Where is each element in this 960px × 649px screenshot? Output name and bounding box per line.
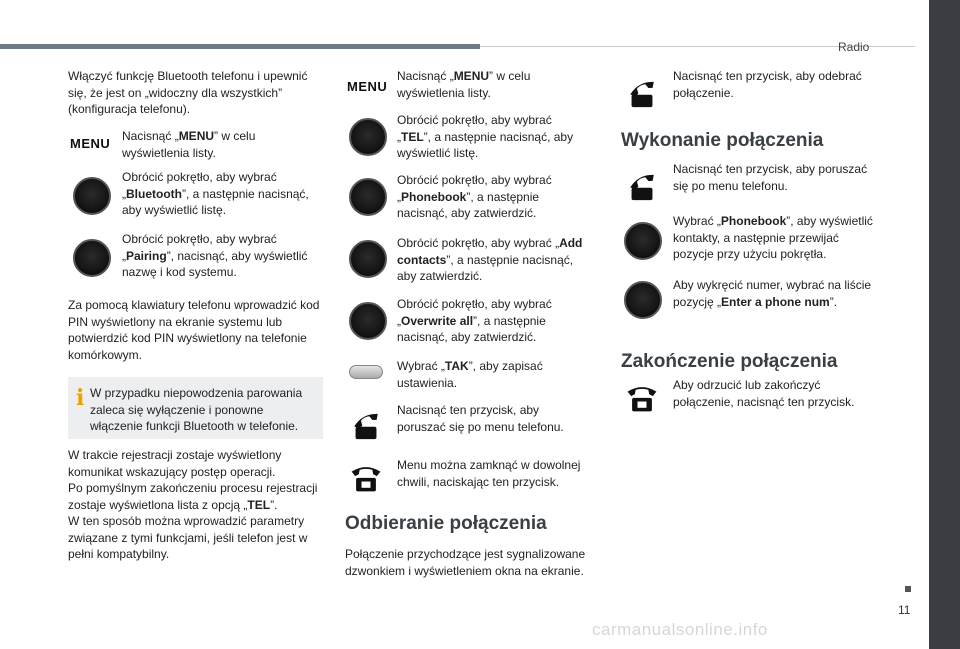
rotary-knob-icon xyxy=(624,222,662,260)
compat-paragraph: W ten sposób można wprowadzić parametry związane z tymi funkcjami, jeśli telefon jest w pełni kompatybilny. xyxy=(68,514,308,561)
rotary-knob-icon xyxy=(349,240,387,278)
step-text: Obrócić pokrętło, aby wybrać „Phonebook”, a następnie nacisnąć, aby zatwierdzić. xyxy=(397,173,552,220)
progress-paragraph: W trakcie rejestracji zostaje wyświetlony komunikat wskazujący postęp operacji. xyxy=(68,448,282,479)
heading-answer-call: Odbieranie połączenia xyxy=(345,513,547,534)
phone-hangup-icon xyxy=(623,379,661,415)
phone-pickup-icon xyxy=(347,404,385,442)
pin-paragraph: Za pomocą klawiatury telefonu wprowadzić kod PIN wyświetlony na ekranie systemu lub potwierdzić kod PIN wyświetlony na telefonie komórkowym. xyxy=(68,298,320,362)
info-text: W przypadku niepowodzenia parowania zaleca się wyłączenie i ponowne włączenie funkcji Bluetooth w telefonie. xyxy=(90,386,303,433)
step-text: Wybrać „TAK”, aby zapisać ustawienia. xyxy=(397,359,543,390)
step-text: Obrócić pokrętło, aby wybrać „Pairing”, nacisnąć, aby wyświetlić nazwę i kod systemu. xyxy=(122,232,308,279)
rotary-knob-icon xyxy=(624,281,662,319)
step-text: Obrócić pokrętło, aby wybrać „TEL”, a następnie nacisnąć, aby wyświetlić listę. xyxy=(397,113,574,160)
step-text: Obrócić pokrętło, aby wybrać „Add contacts”, a następnie nacisnąć, aby zatwierdzić. xyxy=(397,236,583,283)
rotary-knob-icon xyxy=(73,177,111,215)
info-box xyxy=(68,377,323,439)
phone-hangup-icon xyxy=(347,459,385,495)
heading-make-call: Wykonanie połączenia xyxy=(621,130,824,151)
step-text: Nacisnąć ten przycisk, aby odebrać połączenie. xyxy=(673,69,862,100)
step-text: Nacisnąć ten przycisk, aby poruszać się po menu telefonu. xyxy=(397,403,564,434)
page-number: 11 xyxy=(898,603,911,617)
phone-pickup-icon xyxy=(623,165,661,203)
heading-end-call: Zakończenie połączenia xyxy=(621,351,838,372)
step-text: Nacisnąć ten przycisk, aby poruszać się po menu telefonu. xyxy=(673,162,868,193)
step-text: Aby odrzucić lub zakończyć połączenie, nacisnąć ten przycisk. xyxy=(673,378,855,409)
menu-button-icon: MENU xyxy=(70,136,111,151)
menu-button-icon: MENU xyxy=(347,79,388,94)
watermark: carmanualsonline.info xyxy=(592,620,768,639)
step-text: Wybrać „Phonebook”, aby wyświetlić kontakty, a następnie przewijać pozycje przy użyciu pokrętła. xyxy=(673,214,873,261)
rotary-knob-icon xyxy=(349,178,387,216)
rotary-knob-icon xyxy=(349,118,387,156)
rotary-knob-icon xyxy=(73,239,111,277)
step-text: Obrócić pokrętło, aby wybrać „Bluetooth”, a następnie nacisnąć, aby wyświetlić listę. xyxy=(122,170,309,217)
step-text: Aby wykręcić numer, wybrać na liście pozycję „Enter a phone num”. xyxy=(673,278,872,309)
intro-paragraph: Włączyć funkcję Bluetooth telefonu i upewnić się, że jest on „widoczny dla wszystkich” (konfiguracja telefonu). xyxy=(68,69,308,116)
step-text: Nacisnąć „MENU” w celu wyświetlenia listy. xyxy=(122,129,256,160)
page-marker xyxy=(905,586,911,592)
rotary-knob-icon xyxy=(349,302,387,340)
section-name: Radio xyxy=(838,40,870,54)
step-text: Obrócić pokrętło, aby wybrać „Overwrite all”, a następnie nacisnąć, aby zatwierdzić. xyxy=(397,297,552,344)
page-edge-bar xyxy=(929,0,960,649)
phone-pickup-icon xyxy=(623,72,661,110)
info-icon: i xyxy=(76,385,85,411)
slot-button-icon xyxy=(349,365,383,379)
step-text: Menu można zamknąć w dowolnej chwili, naciskając ten przycisk. xyxy=(397,458,581,489)
header-bar xyxy=(0,44,480,49)
tel-paragraph: Po pomyślnym zakończeniu procesu rejestracji zostaje wyświetlona lista z opcją „TEL”. xyxy=(68,481,318,512)
answer-paragraph: Połączenie przychodzące jest sygnalizowane dzwonkiem i wyświetleniem okna na ekranie. xyxy=(345,547,586,578)
step-text: Nacisnąć „MENU” w celu wyświetlenia listy. xyxy=(397,69,531,100)
